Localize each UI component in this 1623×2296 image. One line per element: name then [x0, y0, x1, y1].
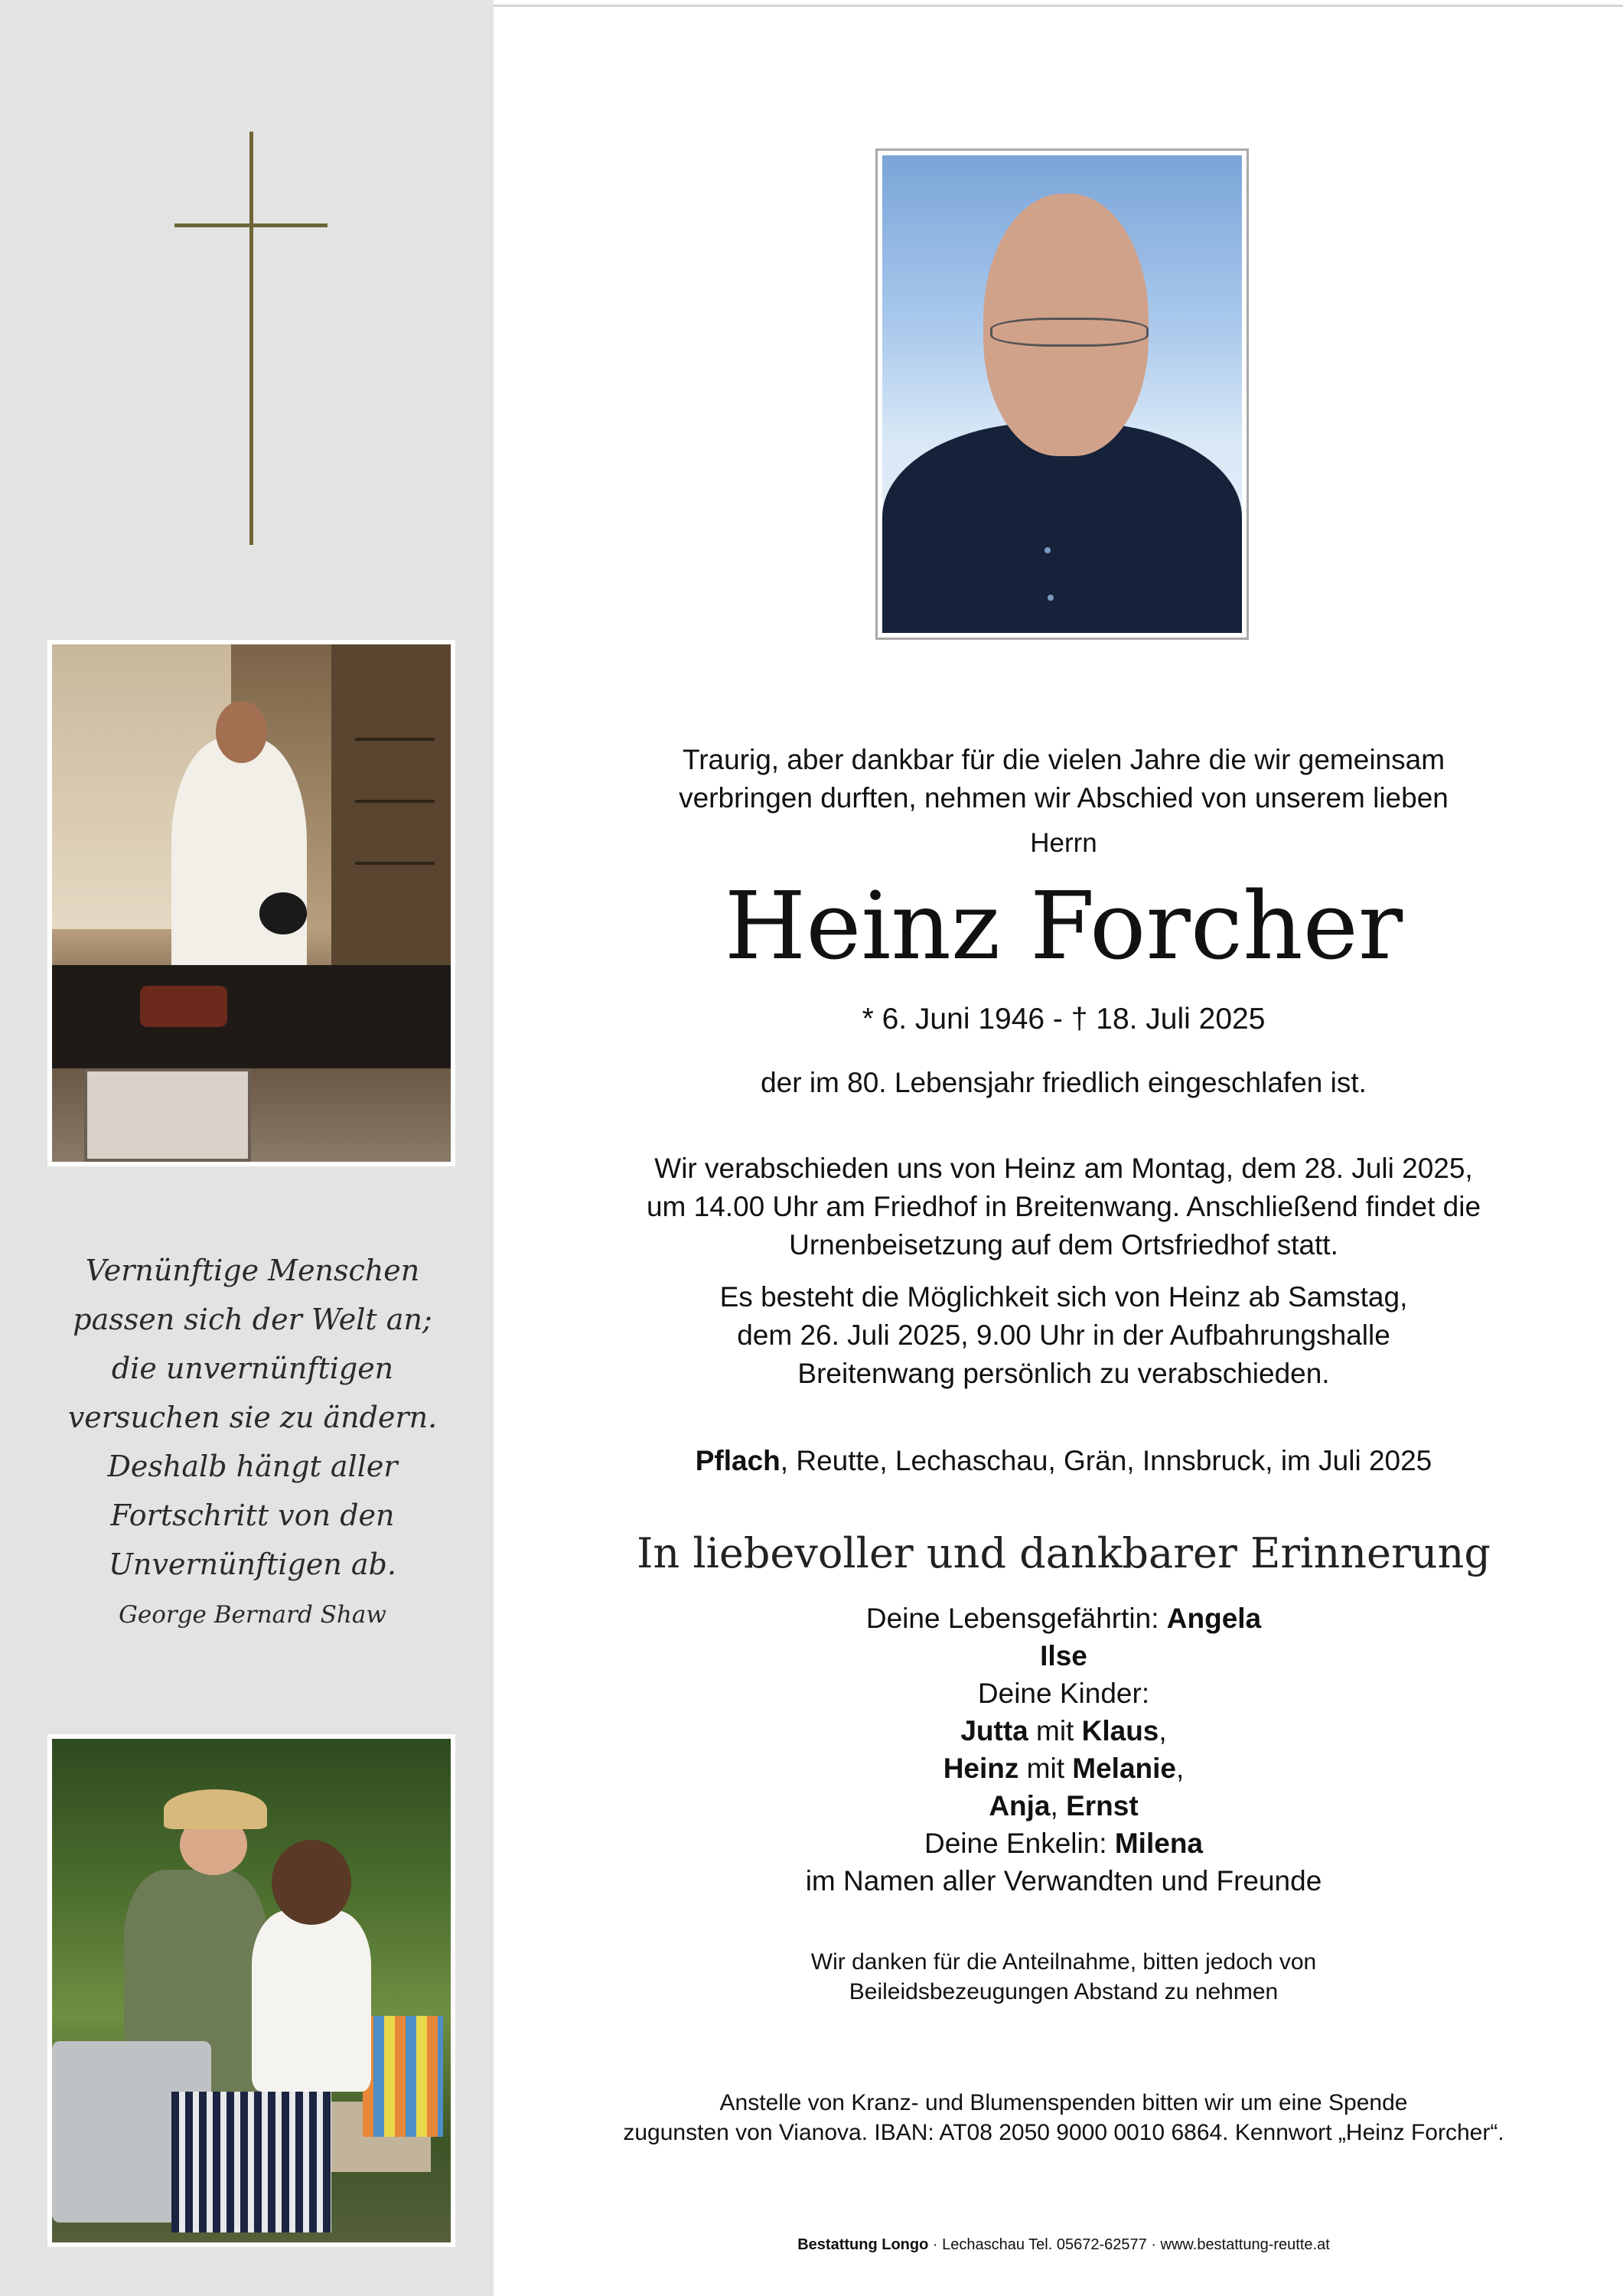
places-line	[536, 1445, 1592, 1477]
cross-icon-bar	[174, 223, 328, 227]
family-closing: im Namen aller Verwandten und Freunde	[805, 1865, 1322, 1896]
garden-photo	[47, 1734, 455, 2247]
thanks-note: Wir danken für die Anteilnahme, bitten jedoch von Beileidsbezeugungen Abstand zu nehmen	[810, 1949, 1317, 2004]
place-bold: Pflach	[695, 1445, 781, 1476]
viewing-line: Es besteht die Möglichkeit sich von Heinz ab Samstag,	[719, 1281, 1408, 1313]
intro-text	[536, 741, 1592, 817]
family-partner: Deine Lebensgefährtin: Angela	[865, 1603, 1262, 1634]
memory-heading: In liebevoller und dankbarer Erinnerung	[637, 1529, 1491, 1577]
family-child: Anja, Ernst	[989, 1790, 1139, 1821]
kitchen-photo	[47, 640, 455, 1166]
quote-line: versuchen sie zu ändern.	[67, 1401, 438, 1434]
quote-line: passen sich der Welt an;	[73, 1303, 432, 1336]
family-list	[536, 1600, 1592, 1900]
quote	[46, 1246, 459, 1589]
intro-line: Traurig, aber dankbar für die vielen Jahre die wir gemeinsam	[682, 744, 1445, 775]
quote-line: Fortschritt von den	[110, 1499, 395, 1532]
quote-line: Deshalb hängt aller	[107, 1450, 398, 1483]
donation-note: Anstelle von Kranz- und Blumenspenden bitten wir um eine Spende zugunsten von Vianova. IBAN: AT08 2050 9000 0010 6864. Kennwort „Heinz Forcher“.	[623, 2090, 1504, 2145]
family-children-label: Deine Kinder:	[977, 1678, 1150, 1709]
portrait-photo	[875, 148, 1249, 640]
service-line: Urnenbeisetzung auf dem Ortsfriedhof statt.	[789, 1229, 1338, 1261]
family-grandchild: Deine Enkelin: Milena	[924, 1828, 1203, 1859]
quote-line: die unvernünftigen	[111, 1352, 394, 1385]
life-dates: * 6. Juni 1946 - † 18. Juli 2025	[862, 1003, 1266, 1035]
viewing-info	[536, 1278, 1592, 1393]
service-line: Wir verabschieden uns von Heinz am Montag, dem 28. Juli 2025,	[654, 1153, 1473, 1184]
family-partner2: Ilse	[1040, 1640, 1087, 1671]
quote-line: Unvernünftigen ab.	[109, 1548, 396, 1581]
top-divider	[494, 5, 1623, 7]
deceased-name: Heinz Forcher	[724, 872, 1403, 980]
family-child: Heinz mit Melanie,	[943, 1753, 1185, 1784]
service-line: um 14.00 Uhr am Friedhof in Breitenwang. Anschließend findet die	[646, 1191, 1481, 1222]
family-child: Jutta mit Klaus,	[960, 1715, 1167, 1746]
quote-line: Vernünftige Menschen	[85, 1254, 420, 1287]
viewing-line: dem 26. Juli 2025, 9.00 Uhr in der Aufbahrungshalle	[737, 1319, 1390, 1351]
age-text: der im 80. Lebensjahr friedlich eingeschlafen ist.	[761, 1067, 1367, 1098]
viewing-line: Breitenwang persönlich zu verabschieden.	[797, 1358, 1330, 1389]
footer-company: Bestattung Longo	[797, 2236, 929, 2253]
intro-line: verbringen durften, nehmen wir Abschied von unserem lieben	[679, 782, 1449, 814]
quote-author: George Bernard Shaw	[119, 1601, 386, 1629]
service-info	[536, 1150, 1592, 1264]
cross-icon	[249, 132, 253, 545]
footer-website: www.bestattung-reutte.at	[1160, 2236, 1330, 2253]
places-rest: , Reutte, Lechaschau, Grän, Innsbruck, im Juli 2025	[780, 1445, 1432, 1476]
salutation: Herrn	[1030, 828, 1097, 858]
footer: Bestattung Longo · Lechaschau Tel. 05672-62577 · www.bestattung-reutte.at	[797, 2236, 1330, 2253]
footer-details: Lechaschau Tel. 05672-62577	[942, 2236, 1147, 2253]
